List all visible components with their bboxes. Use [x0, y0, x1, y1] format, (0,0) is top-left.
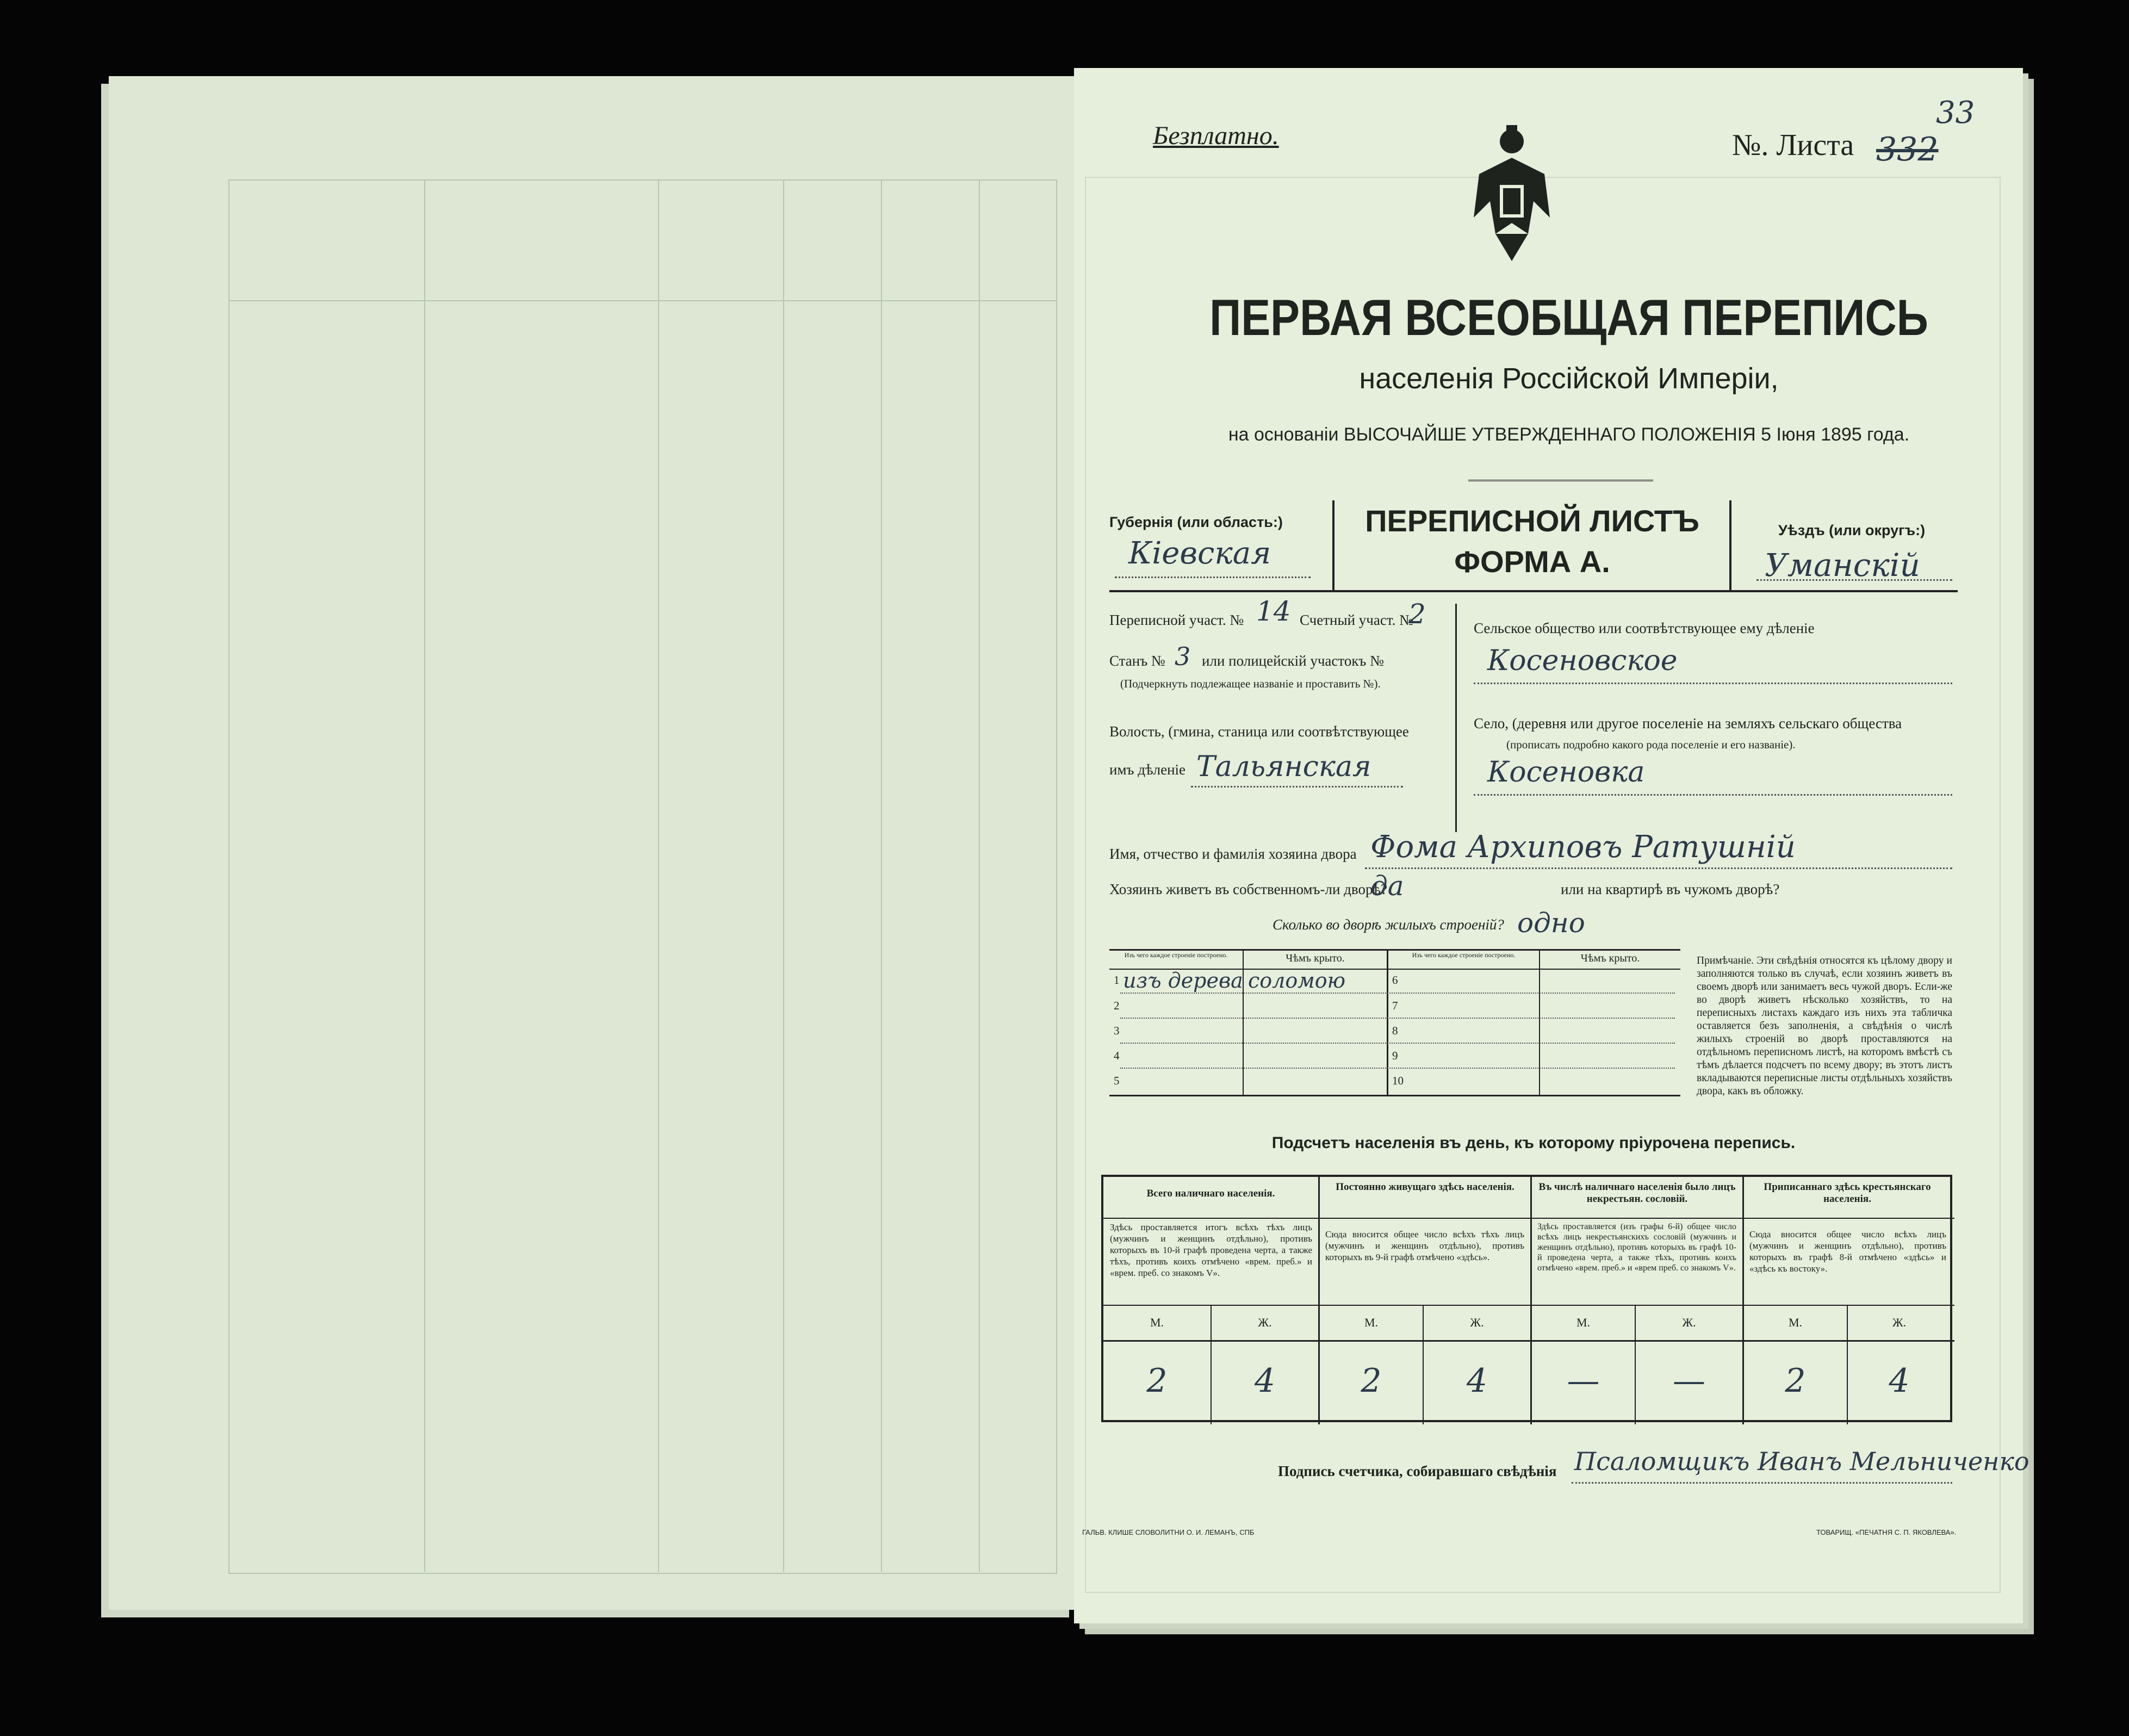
owner-name-line	[1365, 867, 1952, 869]
free-label: Безплатно.	[1153, 121, 1279, 150]
col-roof-right: Чѣмъ крыто.	[1580, 952, 1640, 964]
tally-m-value: 2	[1146, 1362, 1168, 1400]
uezd-label: Уѣздъ (или округъ:)	[1778, 522, 1926, 538]
row-n: 2	[1114, 999, 1120, 1012]
footer-right: ТОВАРИЩ. «ПЕЧАТНЯ С. П. ЯКОВЛЕВА».	[1816, 1528, 1957, 1536]
volost-value: Тальянская	[1196, 751, 1371, 783]
census-basis: на основаніи ВЫСОЧАЙШЕ УТВЕРЖДЕННАГО ПОЛОЖЕНІЯ 5 Іюня 1895 года.	[1228, 424, 1910, 445]
district-divider	[1455, 604, 1457, 832]
society-value: Косеновское	[1487, 644, 1678, 677]
volost-label-2: имъ дѣленіе	[1109, 761, 1186, 778]
guberniya-value: Кіевская	[1128, 536, 1271, 571]
row-n: 8	[1392, 1024, 1398, 1037]
tally-m-value: —	[1567, 1362, 1600, 1400]
left-page-header-band	[228, 179, 1057, 301]
left-grid-col-5	[979, 179, 980, 1572]
own-yard-label: Хозяинъ живетъ въ собственномъ-ли дворѣ?	[1109, 881, 1388, 897]
row-n: 10	[1392, 1074, 1404, 1087]
imperial-eagle-icon	[1468, 125, 1555, 266]
tally-m-value: 2	[1785, 1362, 1806, 1400]
owner-name-value: Фома Архиповъ Ратушній	[1370, 829, 1796, 865]
row-n: 9	[1392, 1049, 1398, 1062]
left-page-grid	[228, 179, 1057, 1574]
sheet-number-label: №. Листа	[1732, 128, 1854, 162]
stan-label: Станъ №	[1109, 653, 1165, 669]
tally-table	[1101, 1175, 1952, 1422]
signature-value: Псаломщикъ Иванъ Мельниченко	[1574, 1447, 2029, 1476]
tally-f-value: 4	[1466, 1362, 1488, 1400]
row-material: изъ дерева	[1123, 969, 1243, 993]
village-label: Село, (деревня или другое поселеніе на земляхъ сельскаго общества	[1474, 715, 1902, 731]
form-name: ФОРМА А.	[1454, 544, 1610, 579]
volost-line	[1191, 786, 1403, 788]
row-n: 6	[1392, 974, 1398, 987]
signature-label: Подпись счетчика, собиравшаго свѣдѣнія	[1278, 1463, 1557, 1479]
society-line	[1474, 683, 1952, 684]
village-note: (прописать подробно какого рода поселеніе и его названіе).	[1506, 738, 1796, 751]
f-label: Ж.	[1892, 1316, 1907, 1329]
society-label: Сельское общество или соотвѣтствующее ему дѣленіе	[1474, 620, 1815, 636]
village-line	[1474, 794, 1952, 796]
village-value: Косеновка	[1487, 756, 1645, 789]
left-grid-col-2	[658, 179, 659, 1572]
f-label: Ж.	[1682, 1316, 1696, 1329]
guberniya-line	[1115, 576, 1311, 578]
count-area-value: 2	[1408, 598, 1426, 630]
buildings-count-label: Сколько во дворѣ жилыхъ строеній?	[1273, 916, 1504, 933]
sheet-number-value: 332	[1876, 131, 1939, 169]
tally-title: Подсчетъ населенія въ день, къ которому пріурочена перепись.	[1271, 1134, 1796, 1152]
col-roof-left: Чѣмъ крыто.	[1286, 952, 1345, 964]
m-label: М.	[1364, 1316, 1379, 1329]
f-label: Ж.	[1258, 1316, 1272, 1329]
uezd-line	[1756, 579, 1952, 581]
census-area-value: 14	[1256, 596, 1291, 627]
buildings-count-value: одно	[1517, 907, 1585, 939]
m-label: М.	[1788, 1316, 1803, 1329]
volost-label: Волость, (гмина, станица или соотвѣтствующее	[1109, 723, 1409, 740]
form-box-left	[1332, 500, 1334, 590]
owner-name-label: Имя, отчество и фамилія хозяина двора	[1109, 846, 1357, 862]
rent-label: или на квартирѣ въ чужомъ дворѣ?	[1561, 881, 1780, 897]
tally-desc: Сюда вносится общее число всѣхъ лицъ (мужчинъ и женщинъ отдѣльно), противъ которыхъ въ графѣ 8-й отмѣчено «здѣсь» и «здѣсь къ востоку».	[1749, 1229, 1946, 1274]
ornament-divider	[1468, 480, 1653, 487]
form-box-right	[1729, 500, 1731, 590]
census-title: ПЕРВАЯ ВСЕОБЩАЯ ПЕРЕПИСЬ	[1209, 289, 1928, 346]
left-grid-col-1	[424, 179, 425, 1572]
tally-head: Приписаннаго здѣсь крестьянскаго населенія.	[1764, 1181, 1931, 1205]
left-page	[109, 76, 1077, 1610]
tally-desc: Здѣсь проставляется итогъ всѣхъ тѣхъ лицъ (мужчинъ и женщинъ отдѣльно), противъ которыхъ въ 10-й графѣ проведена черта, а также тѣхъ, противъ коихъ отмѣчено «врем. преб.» и «врем. преб. со знакомъ V».	[1110, 1222, 1312, 1278]
f-label: Ж.	[1470, 1316, 1484, 1329]
left-grid-col-4	[881, 179, 882, 1572]
row-roof: соломою	[1248, 969, 1346, 993]
tally-desc: Здѣсь проставляется (изъ графы 6-й) общее число всѣхъ лицъ некрестьянскихъ сословій (мужчинъ и женщинъ отдѣльно), противъ которыхъ въ графѣ 10-й проведена черта, а также тѣхъ, противъ коихъ отмѣчено «врем. преб.» и «врем преб. со знакомъ V».	[1537, 1222, 1736, 1273]
sheet-type: ПЕРЕПИСНОЙ ЛИСТЪ	[1365, 504, 1699, 538]
row-n: 1	[1114, 974, 1120, 987]
col-material-right: Изъ чего каждое строеніе построено.	[1412, 951, 1516, 959]
note-text: Примѣчаніе. Эти свѣдѣнія относятся къ цѣлому двору и заполняются только въ случаѣ, если хозяинъ живетъ въ своемъ дворѣ или занимаетъ весь чужой дворъ. Если-же во дворѣ живетъ нѣсколько хозяйствъ, то на переписныхъ листахъ каждаго изъ нихъ эта табличка оставляется безъ заполненія, а свѣдѣнія о числѣ жилыхъ строеній во дворѣ проставляются на отдѣльномъ переписномъ листѣ, на которомъ вмѣстѣ съ тѣмъ дѣлается подсчетъ по всему двору; въ этотъ листъ вкладываются переписные листы отдѣльныхъ хозяйствъ двора, какъ въ обложку.	[1697, 955, 1952, 1097]
census-area-label: Переписной участ. №	[1109, 612, 1244, 628]
census-subtitle: населенія Россійской Имперіи,	[1359, 362, 1779, 395]
stan-value: 3	[1175, 642, 1191, 671]
police-area-label: или полицейскій участокъ №	[1202, 653, 1384, 669]
col-material-left: Изъ чего каждое строеніе построено.	[1124, 951, 1228, 959]
tally-head: Постоянно живущаго здѣсь населенія.	[1336, 1181, 1514, 1193]
uezd-value: Уманскій	[1765, 547, 1920, 584]
tally-desc: Сюда вносится общее число всѣхъ тѣхъ лицъ (мужчинъ и женщинъ отдѣльно), противъ которыхъ въ 9-й графѣ отмѣчено «здѣсь».	[1325, 1229, 1524, 1262]
form-box-bottom	[1109, 590, 1958, 592]
tally-f-value: —	[1673, 1362, 1705, 1400]
row-n: 5	[1114, 1074, 1120, 1087]
underline-note: (Подчеркнуть подлежащее названіе и проставить №).	[1120, 677, 1381, 690]
count-area-label: Счетный участ. №	[1300, 612, 1413, 628]
tally-head: Всего наличнаго населенія.	[1146, 1188, 1275, 1199]
m-label: М.	[1576, 1316, 1591, 1329]
row-n: 7	[1392, 999, 1398, 1012]
guberniya-label: Губернія (или область:)	[1109, 514, 1283, 530]
row-n: 3	[1114, 1024, 1120, 1037]
tally-head: Въ числѣ наличнаго населенія было лицъ некрестьян. сословій.	[1538, 1181, 1736, 1205]
sheet-number-correction: 33	[1936, 95, 1975, 131]
m-label: М.	[1150, 1316, 1164, 1329]
tally-f-value: 4	[1254, 1362, 1276, 1400]
row-n: 4	[1114, 1049, 1120, 1062]
signature-line	[1572, 1482, 1952, 1484]
own-yard-value: да	[1370, 870, 1404, 902]
buildings-table	[1109, 949, 1680, 1096]
tally-f-value: 4	[1889, 1362, 1910, 1400]
left-grid-col-3	[783, 179, 784, 1572]
footer-left: ГАЛЬВ. КЛИШЕ СЛОВОЛИТНИ О. И. ЛЕМАНЪ, СПБ	[1082, 1528, 1255, 1536]
tally-m-value: 2	[1361, 1362, 1382, 1400]
